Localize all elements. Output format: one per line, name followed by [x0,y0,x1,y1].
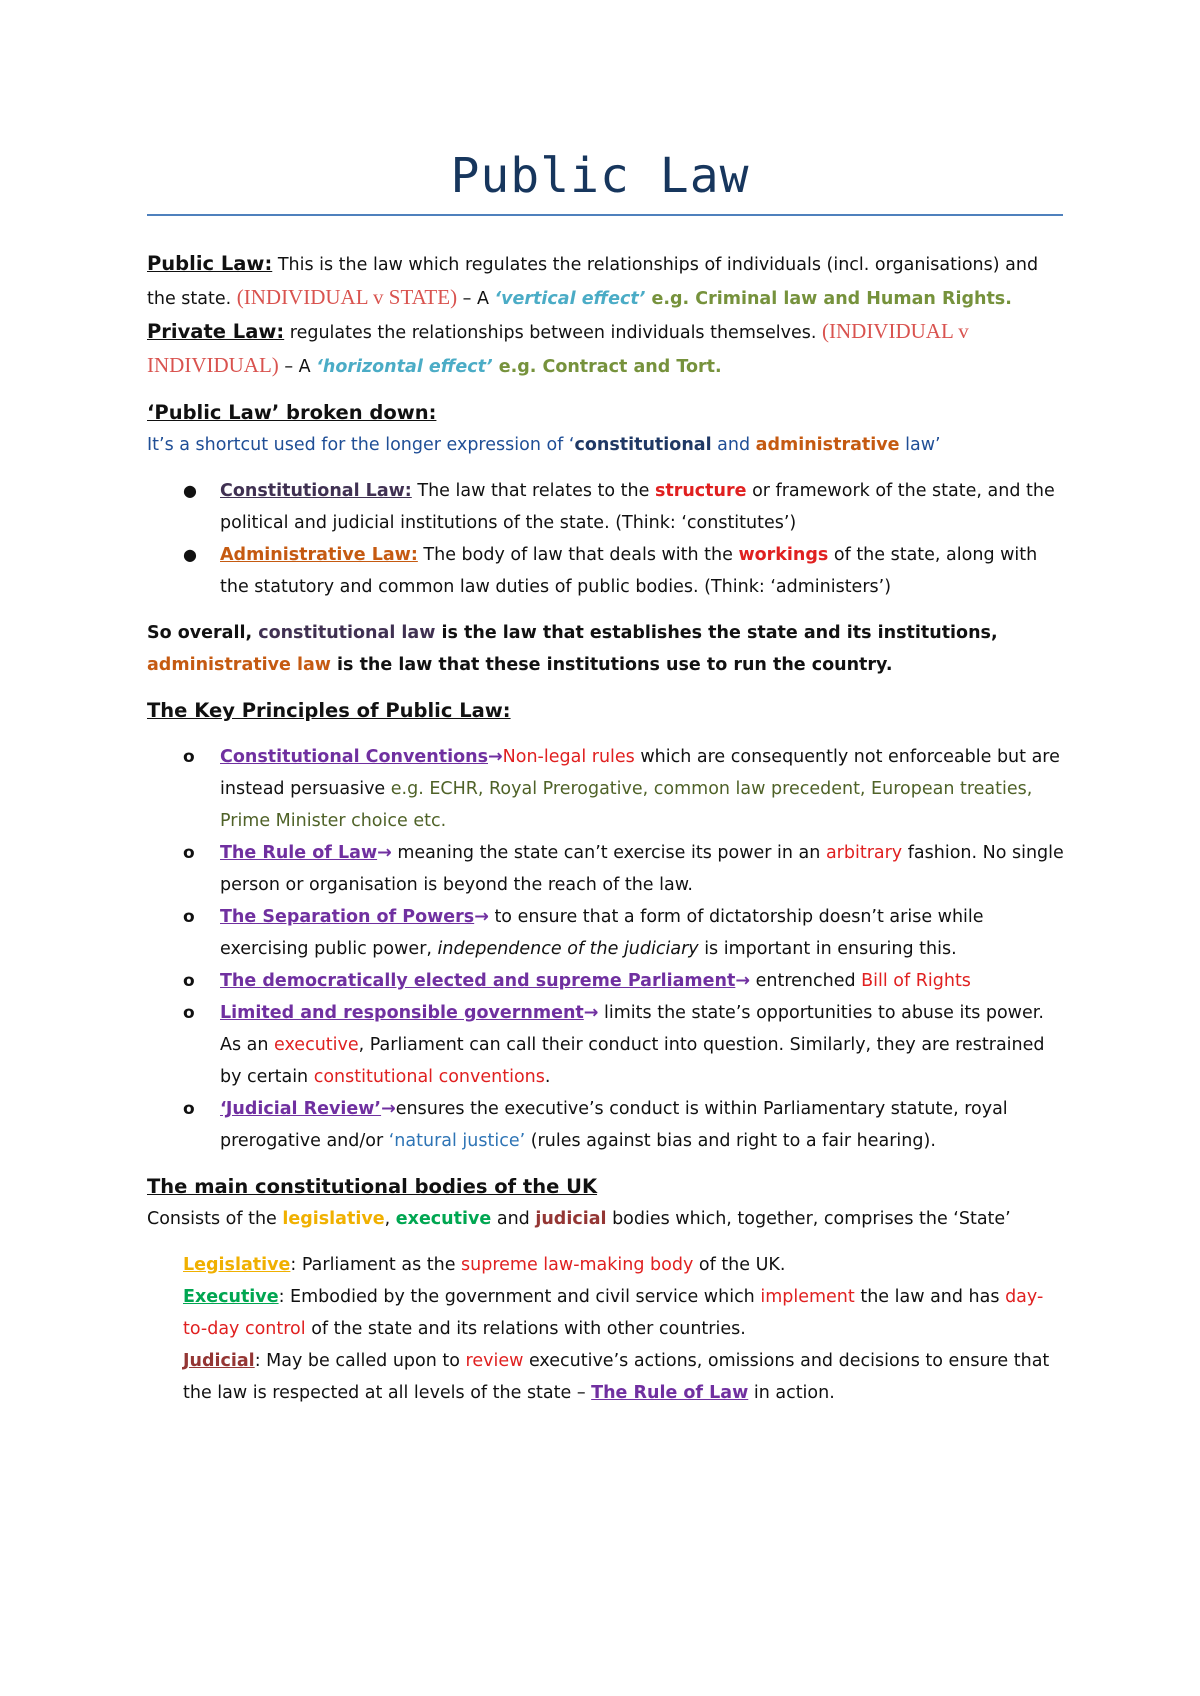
bullet-icon: ● [183,545,197,564]
list-item: o Limited and responsible government→ limits the state’s opportunities to abuse its power. As an executive, Parliament can call their conduct into question. Similarly, they are restrained by certain constitutional conventions. [147,997,1067,1093]
bullet-icon: ● [183,481,197,500]
principles-list [147,741,1067,1157]
arrow-icon: → [474,907,489,927]
bodies-heading: The main constitutional bodies of the UK [147,1175,598,1198]
circle-bullet-icon: o [183,843,195,863]
arrow-icon: → [377,843,392,863]
judicial-item: Judicial: May be called upon to review executive’s actions, omissions and decisions to ensure that the law is respected at all levels of the state – The Rule of Law in action. [183,1351,1050,1403]
circle-bullet-icon: o [183,1003,195,1023]
public-law-definition: Public Law: This is the law which regulates the relationships of individuals (incl. organisations) and the state. (INDIVIDUAL v STATE) – A ‘vertical effect’ e.g. Criminal law and Human Rights. [147,252,1039,309]
arrow-icon: → [735,971,751,991]
circle-bullet-icon: o [183,1099,195,1119]
breakdown-list [147,475,1067,603]
arrow-icon: → [381,1099,396,1119]
circle-bullet-icon: o [183,747,195,767]
list-item: ● Administrative Law: The body of law that deals with the workings of the state, along with the statutory and common law duties of public bodies. (Think: ‘administers’) [147,539,1067,603]
list-item: ● Constitutional Law: The law that relates to the structure or framework of the state, and the political and judicial institutions of the state. (Think: ‘constitutes’) [147,475,1067,539]
title-divider [147,214,1063,216]
breakdown-summary: So overall, constitutional law is the law that establishes the state and its institutions, administrative law is the law that these institutions use to run the country. [147,623,998,675]
list-item: o ‘Judicial Review’→ensures the executive’s conduct is within Parliamentary statute, royal prerogative and/or ‘natural justice’ (rules against bias and right to a fair hearing). [147,1093,1067,1157]
bodies-details [147,1249,1067,1409]
principles-heading: The Key Principles of Public Law: [147,699,511,722]
circle-bullet-icon: o [183,971,195,991]
legislative-item: Legislative: Parliament as the supreme law-making body of the UK. [183,1255,786,1275]
breakdown-intro: It’s a shortcut used for the longer expression of ‘constitutional and administrative law’ [147,435,941,455]
circle-bullet-icon: o [183,907,195,927]
list-item: o The Rule of Law→ meaning the state can’t exercise its power in an arbitrary fashion. No single person or organisation is beyond the reach of the law. [147,837,1067,901]
breakdown-heading: ‘Public Law’ broken down: [147,401,437,424]
list-item: o The Separation of Powers→ to ensure that a form of dictatorship doesn’t arise while exercising public power, independence of the judiciary is important in ensuring this. [147,901,1067,965]
bodies-intro: Consists of the legislative, executive and judicial bodies which, together, comprises the ‘State’ [147,1209,1011,1229]
page-title: Public Law [450,148,750,204]
executive-item: Executive: Embodied by the government and civil service which implement the law and has day-to-day control of the state and its relations with other countries. [183,1287,1044,1339]
list-item: o The democratically elected and supreme Parliament→ entrenched Bill of Rights [147,965,1067,997]
arrow-icon: → [488,747,503,767]
arrow-icon: → [583,1003,599,1023]
private-law-definition: Private Law: regulates the relationships between individuals themselves. (INDIVIDUAL v INDIVIDUAL) – A ‘horizontal effect’ e.g. Contract and Tort. [147,319,969,377]
list-item: o Constitutional Conventions→Non-legal rules which are consequently not enforceable but are instead persuasive e.g. ECHR, Royal Prerogative, common law precedent, European treaties, Prime Minister choice etc. [147,741,1067,837]
document-body [147,248,1067,1409]
